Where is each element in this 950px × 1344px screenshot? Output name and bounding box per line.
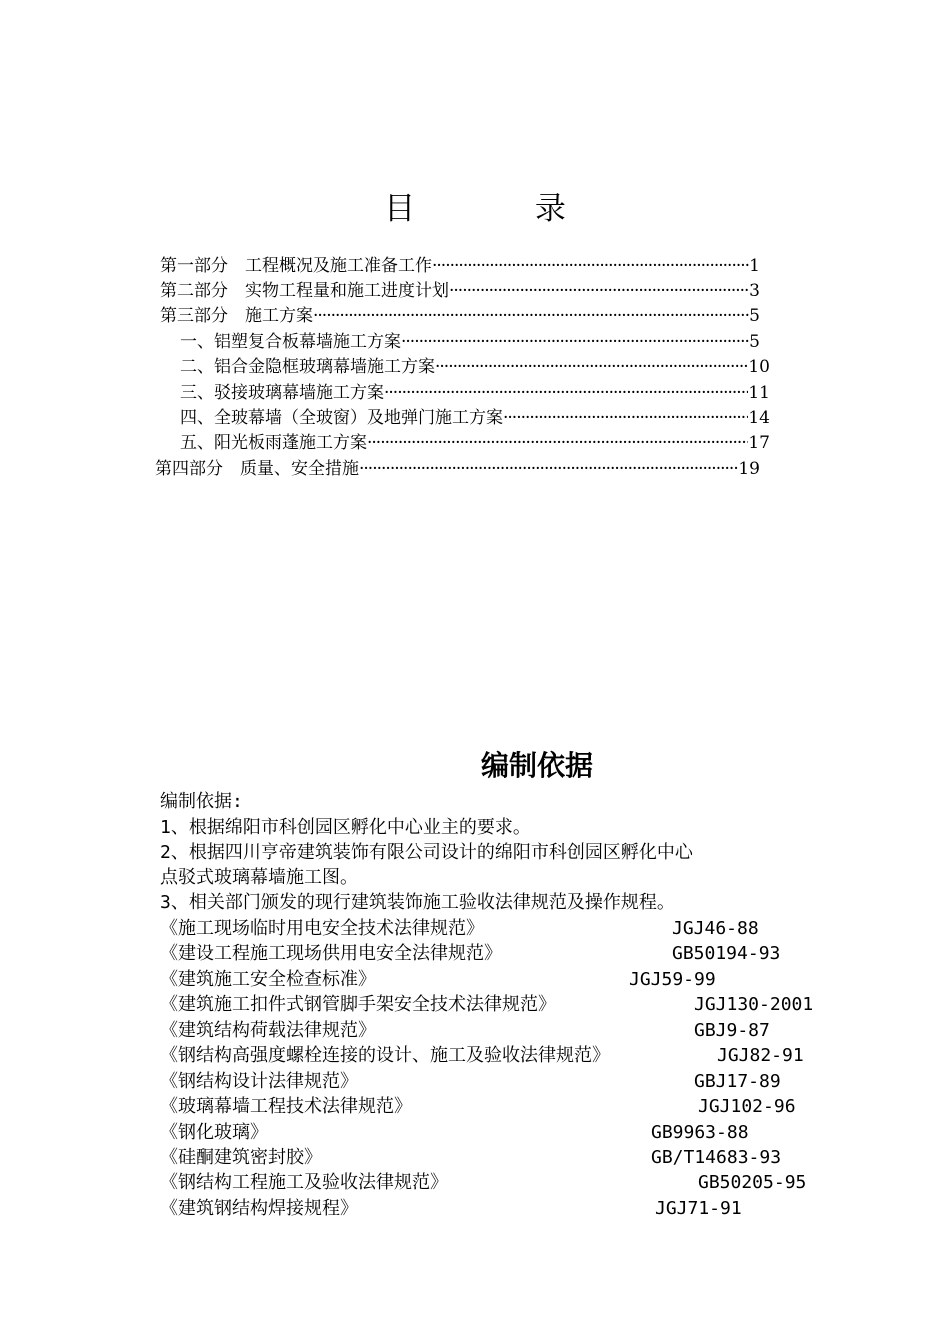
toc-item-label: 第一部分 工程概况及施工准备工作 [160, 256, 432, 276]
toc-item-page: 5 [749, 332, 760, 352]
toc-item [160, 279, 760, 303]
paragraph-line: 3、相关部门颁发的现行建筑装饰施工验收法律规范及操作规程。 [160, 892, 675, 913]
toc-item-page: 1 [749, 256, 760, 276]
standard-name: 《硅酮建筑密封胶》 [160, 1147, 322, 1168]
standard-code: JGJ130-2001 [694, 994, 814, 1015]
toc-item-page: 17 [748, 433, 770, 453]
standard-name: 《玻璃幕墙工程技术法律规范》 [160, 1096, 412, 1117]
paragraph-line: 点驳式玻璃幕墙施工图。 [160, 867, 358, 888]
paragraph-line: 编制依据: [160, 791, 243, 812]
toc-item-label: 四、全玻幕墙（全玻窗）及地弹门施工方案 [180, 408, 503, 428]
toc-item-page: 14 [748, 408, 770, 428]
standard-code: JGJ102-96 [698, 1096, 796, 1117]
standard-name: 《施工现场临时用电安全技术法律规范》 [160, 918, 484, 939]
standard-code: GB50194-93 [672, 943, 781, 964]
toc-leader [503, 406, 748, 430]
toc-item-label: 一、铝塑复合板幕墙施工方案 [180, 332, 401, 352]
standard-code: GBJ9-87 [694, 1020, 770, 1041]
paragraph-line: 1、根据绵阳市科创园区孵化中心业主的要求。 [160, 817, 531, 838]
toc-item-page: 10 [748, 357, 770, 377]
toc-item [180, 355, 770, 379]
toc-leader [313, 304, 749, 328]
toc-item-label: 三、驳接玻璃幕墙施工方案 [180, 383, 384, 403]
standard-code: GB50205-95 [698, 1172, 807, 1193]
toc-item [160, 254, 760, 278]
toc-leader [367, 431, 748, 455]
standard-name: 《钢结构设计法律规范》 [160, 1071, 358, 1092]
toc-leader [435, 355, 748, 379]
toc-item-label: 五、阳光板雨蓬施工方案 [180, 433, 367, 453]
toc-item [160, 304, 760, 328]
standard-name: 《建筑钢结构焊接规程》 [160, 1198, 358, 1219]
toc-leader [432, 254, 749, 278]
toc-leader [401, 330, 749, 354]
standard-name: 《钢结构工程施工及验收法律规范》 [160, 1172, 448, 1193]
standard-name: 《建设工程施工现场供用电安全法律规范》 [160, 943, 502, 964]
toc-item [155, 457, 760, 481]
standard-name: 《钢化玻璃》 [160, 1122, 268, 1143]
toc-item-label: 第三部分 施工方案 [160, 306, 313, 326]
standard-code: JGJ71-91 [655, 1198, 742, 1219]
toc-item-page: 5 [749, 306, 760, 326]
toc-title: 目 录 [384, 191, 621, 227]
toc-item [180, 406, 770, 430]
section-title: 编制依据 [481, 749, 594, 782]
toc-leader [359, 457, 738, 481]
toc-item-label: 二、铝合金隐框玻璃幕墙施工方案 [180, 357, 435, 377]
standard-code: JGJ59-99 [629, 969, 716, 990]
toc-item-page: 19 [738, 459, 760, 479]
toc-leader [449, 279, 749, 303]
standard-code: JGJ46-88 [672, 918, 759, 939]
paragraph-line: 2、根据四川亨帝建筑装饰有限公司设计的绵阳市科创园区孵化中心 [160, 842, 693, 863]
standard-name: 《建筑施工扣件式钢管脚手架安全技术法律规范》 [160, 994, 556, 1015]
standard-code: JGJ82-91 [717, 1045, 804, 1066]
standard-name: 《钢结构高强度螺栓连接的设计、施工及验收法律规范》 [160, 1045, 610, 1066]
standard-code: GBJ17-89 [694, 1071, 781, 1092]
toc-item [180, 381, 770, 405]
standard-code: GB/T14683-93 [651, 1147, 782, 1168]
toc-leader [384, 381, 748, 405]
toc-item-label: 第四部分 质量、安全措施 [155, 459, 359, 479]
toc-item-label: 第二部分 实物工程量和施工进度计划 [160, 281, 449, 301]
toc-item [180, 330, 760, 354]
standard-code: GB9963-88 [651, 1122, 749, 1143]
toc-item-page: 3 [749, 281, 760, 301]
standard-name: 《建筑施工安全检查标准》 [160, 969, 376, 990]
toc-item [180, 431, 770, 455]
toc-item-page: 11 [748, 383, 770, 403]
standard-name: 《建筑结构荷载法律规范》 [160, 1020, 376, 1041]
